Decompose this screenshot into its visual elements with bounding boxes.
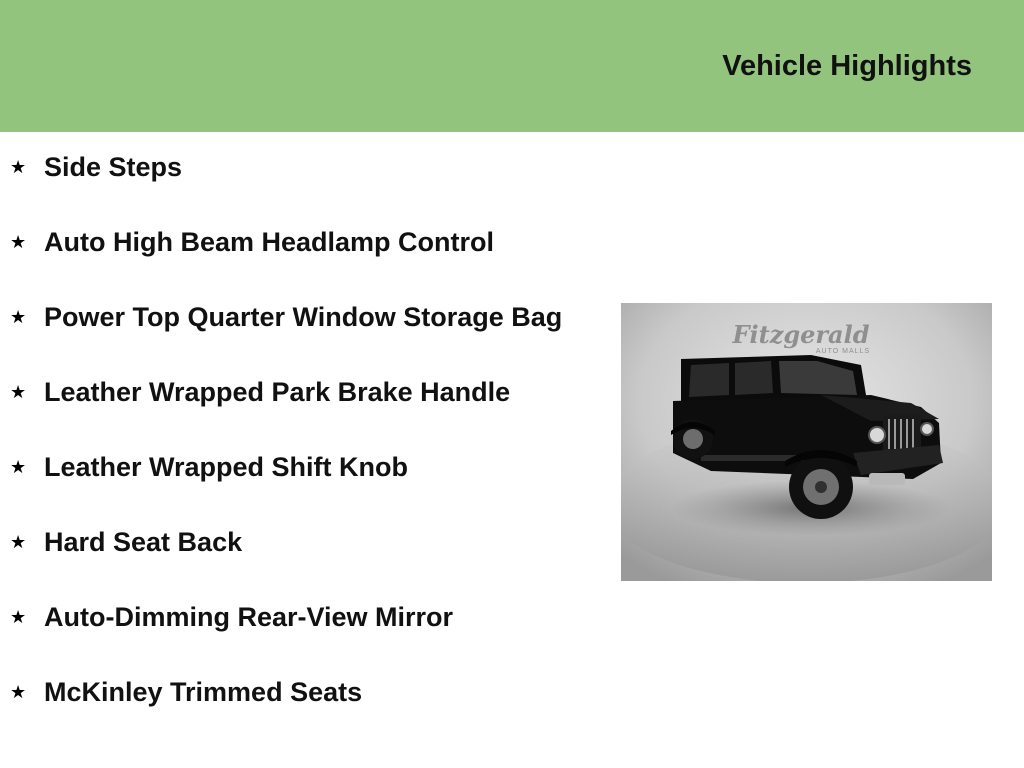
dealer-logo: Fitzgerald [732, 320, 870, 349]
highlight-label: McKinley Trimmed Seats [44, 677, 363, 707]
highlight-label: Auto-Dimming Rear-View Mirror [44, 602, 454, 632]
star-icon: ★ [10, 457, 27, 477]
highlights-list [10, 150, 590, 750]
vehicle-photo [621, 303, 992, 581]
list-item [10, 300, 590, 335]
header-banner [0, 0, 1024, 132]
page-title: Vehicle Highlights [722, 50, 972, 82]
list-item [10, 525, 590, 560]
star-icon: ★ [10, 682, 27, 702]
star-icon: ★ [10, 532, 27, 552]
highlight-label: Hard Seat Back [44, 527, 243, 557]
dealer-logo-subtext: AUTO MALLS [815, 348, 871, 355]
list-item [10, 600, 590, 635]
list-item [10, 225, 590, 260]
list-item [10, 375, 590, 410]
highlight-label: Power Top Quarter Window Storage Bag [44, 302, 563, 332]
highlight-label: Leather Wrapped Shift Knob [44, 452, 409, 482]
star-icon: ★ [10, 307, 27, 327]
vehicle-photo-illustration [621, 303, 992, 581]
highlight-label: Side Steps [44, 152, 183, 182]
highlight-label: Leather Wrapped Park Brake Handle [44, 377, 511, 407]
highlight-label: Auto High Beam Headlamp Control [44, 227, 495, 257]
list-item [10, 675, 590, 710]
list-item [10, 450, 590, 485]
star-icon: ★ [10, 157, 27, 177]
list-item [10, 150, 590, 185]
star-icon: ★ [10, 232, 27, 252]
star-icon: ★ [10, 607, 27, 627]
star-icon: ★ [10, 382, 27, 402]
